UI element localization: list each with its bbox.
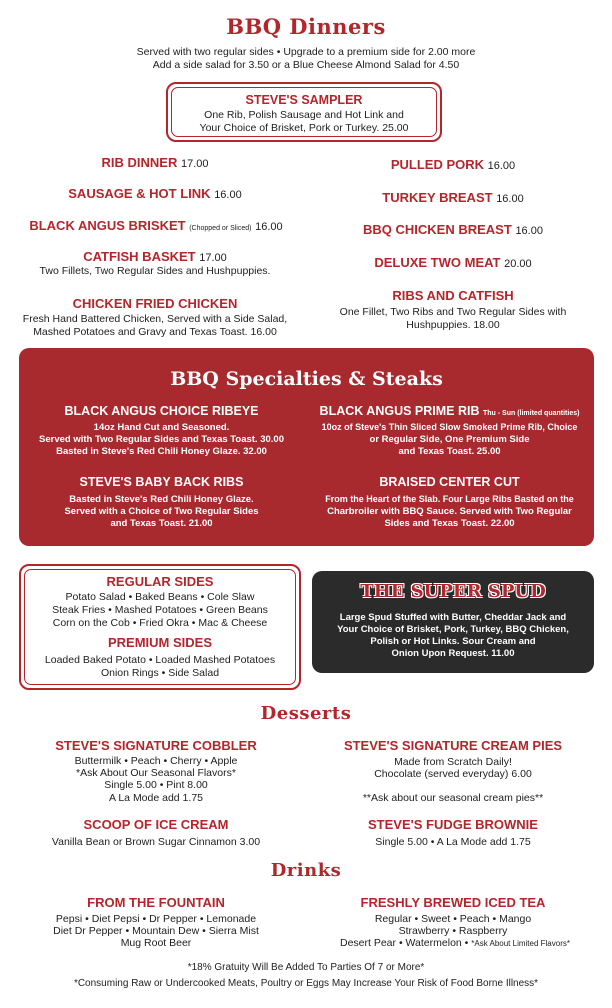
item-name: BLACK ANGUS BRISKET <box>29 218 186 233</box>
catfish-basket-desc: Two Fillets, Two Regular Sides and Hushpuppies. <box>39 265 271 277</box>
item-note: (Chopped or Sliced) <box>189 225 252 232</box>
prime-rib-line-2: or Regular Side, One Premium Side <box>369 434 530 445</box>
item-name: DELUXE TWO MEAT <box>374 255 501 270</box>
prime-rib-name: BLACK ANGUS PRIME RIB <box>319 404 480 418</box>
premium-sides-title: PREMIUM SIDES <box>107 635 212 650</box>
ribeye-line-2: Served with Two Regular Sides and Texas Toast. 30.00 <box>39 434 284 445</box>
fountain-name: FROM THE FOUNTAIN <box>87 895 225 910</box>
ribeye-line-3: Basted in Steve's Red Chili Honey Glaze. 32.00 <box>56 446 267 457</box>
braised-name: BRAISED CENTER CUT <box>379 475 520 489</box>
prime-rib-heading <box>307 404 592 418</box>
menu-item-ribs-and-catfish: RIBS AND CATFISH <box>392 288 514 303</box>
premium-sides-line-1: Loaded Baked Potato • Loaded Mashed Potatoes <box>44 654 276 666</box>
menu-item-rib-dinner <box>20 155 290 170</box>
iced-tea-line-1: Regular • Sweet • Peach • Mango <box>374 913 532 925</box>
item-name: SAUSAGE & HOT LINK <box>68 186 211 201</box>
menu-item-sausage-hot-link <box>20 186 290 201</box>
prime-rib-line-3: and Texas Toast. 25.00 <box>398 446 501 457</box>
sampler-title: STEVE'S SAMPLER <box>245 93 363 107</box>
regular-sides-title: REGULAR SIDES <box>106 574 214 589</box>
item-name: BBQ CHICKEN BREAST <box>363 222 512 237</box>
item-price: 16.00 <box>496 193 524 205</box>
premium-sides-line-2: Onion Rings • Side Salad <box>100 667 220 679</box>
item-price: 17.00 <box>199 252 227 264</box>
item-price: 16.00 <box>487 160 516 172</box>
iced-tea-flavors: Desert Pear • Watermelon • <box>340 937 469 949</box>
item-name: CATFISH BASKET <box>83 249 196 264</box>
baby-back-line-3: and Texas Toast. 21.00 <box>110 518 213 529</box>
cobbler-line-1: Buttermilk • Peach • Cherry • Apple <box>74 755 238 767</box>
cream-pies-line-2: Chocolate (served everyday) 6.00 <box>374 768 532 780</box>
super-spud-box <box>312 571 594 673</box>
menu-item-pulled-pork <box>318 157 588 172</box>
regular-sides-line-1: Potato Salad • Baked Beans • Cole Slaw <box>65 591 255 603</box>
bbq-dinners-intro-2: Add a side salad for 3.50 or a Blue Cheese Almond Salad for 4.50 <box>152 59 460 71</box>
footer-gratuity: *18% Gratuity Will Be Added To Parties Of 7 or More* <box>187 962 425 973</box>
cream-pies-name: STEVE'S SIGNATURE CREAM PIES <box>343 738 563 753</box>
super-spud-line-3: Polish or Hot Links. Sour Cream and <box>370 636 536 647</box>
iced-tea-name: FRESHLY BREWED ICED TEA <box>360 895 546 910</box>
ribs-catfish-desc-2: Hushpuppies. 18.00 <box>406 319 500 331</box>
regular-sides-line-3: Corn on the Cob • Fried Okra • Mac & Cheese <box>52 617 268 629</box>
item-price: 20.00 <box>504 258 532 270</box>
ice-cream-line-1: Vanilla Bean or Brown Sugar Cinnamon 3.00 <box>51 836 261 848</box>
ribeye-line-1: 14oz Hand Cut and Seasoned. <box>93 422 230 433</box>
braised-line-1: From the Heart of the Slab. Four Large Ribs Basted on the <box>325 494 574 504</box>
super-spud-title: THE SUPER SPUD <box>360 581 546 602</box>
regular-sides-line-2: Steak Fries • Mashed Potatoes • Green Beans <box>52 604 268 616</box>
specialties-title: BBQ Specialties & Steaks <box>170 368 443 390</box>
item-name: PULLED PORK <box>390 157 484 172</box>
brownie-line-1: Single 5.00 • A La Mode add 1.75 <box>375 836 531 848</box>
ribeye-name: BLACK ANGUS CHOICE RIBEYE <box>64 404 259 418</box>
cream-pies-line-3: **Ask about our seasonal cream pies** <box>362 792 544 804</box>
fountain-line-2: Diet Dr Pepper • Mountain Dew • Sierra Mist <box>53 925 259 937</box>
ice-cream-name: SCOOP OF ICE CREAM <box>83 817 229 832</box>
drinks-title: Drinks <box>270 860 342 881</box>
cobbler-line-2: *Ask About Our Seasonal Flavors* <box>76 767 236 779</box>
menu-item-deluxe-two-meat <box>318 255 588 270</box>
menu-item-turkey-breast <box>318 190 588 205</box>
footer-consumer-advisory: *Consuming Raw or Undercooked Meats, Poultry or Eggs May Increase Your Risk of Food Borne Illness* <box>73 978 539 989</box>
item-price: 16.00 <box>515 225 543 237</box>
ribs-catfish-desc-1: One Fillet, Two Ribs and Two Regular Sides with <box>339 306 567 318</box>
item-price: 16.00 <box>214 189 242 201</box>
sides-box <box>19 564 301 690</box>
menu-item-chicken-fried-chicken: CHICKEN FRIED CHICKEN <box>72 296 238 311</box>
bbq-dinners-title: BBQ Dinners <box>226 14 386 39</box>
braised-line-3: Sides and Texas Toast. 22.00 <box>384 518 515 529</box>
super-spud-line-1: Large Spud Stuffed with Butter, Cheddar Jack and <box>339 612 567 623</box>
prime-rib-note: Thu - Sun (limited quantities) <box>483 410 580 417</box>
sampler-line-1: One Rib, Polish Sausage and Hot Link and <box>204 109 404 121</box>
chicken-fried-desc-2: Mashed Potatoes and Gravy and Texas Toast. 16.00 <box>33 326 277 338</box>
baby-back-line-2: Served with a Choice of Two Regular Sides <box>64 506 259 517</box>
brownie-name: STEVE'S FUDGE BROWNIE <box>368 817 538 832</box>
braised-line-2: Charbroiler with BBQ Sauce. Served with Two Regular <box>327 506 572 517</box>
chicken-fried-desc-1: Fresh Hand Battered Chicken, Served with a Side Salad, <box>22 313 288 325</box>
baby-back-line-1: Basted in Steve's Red Chili Honey Glaze. <box>69 494 254 505</box>
iced-tea-line-3 <box>310 937 600 951</box>
super-spud-line-2: Your Choice of Brisket, Pork, Turkey, BBQ Chicken, <box>337 624 569 635</box>
fountain-line-3: Mug Root Beer <box>120 937 192 949</box>
item-price: 17.00 <box>180 158 209 170</box>
baby-back-name: STEVE'S BABY BACK RIBS <box>79 475 244 489</box>
bbq-dinners-intro-1: Served with two regular sides • Upgrade to a premium side for 2.00 more <box>136 46 476 58</box>
iced-tea-line-2: Strawberry • Raspberry <box>398 925 508 937</box>
cream-pies-line-1: Made from Scratch Daily! <box>394 756 512 768</box>
menu-item-catfish-basket <box>20 249 290 264</box>
item-name: TURKEY BREAST <box>382 190 493 205</box>
item-name: RIB DINNER <box>101 155 178 170</box>
cobbler-line-3: Single 5.00 • Pint 8.00 <box>104 779 208 791</box>
menu-item-bbq-chicken-breast <box>318 222 588 237</box>
item-price: 16.00 <box>255 221 283 233</box>
super-spud-line-4: Onion Upon Request. 11.00 <box>391 648 515 659</box>
cobbler-line-4: A La Mode add 1.75 <box>109 792 203 804</box>
cobbler-name: STEVE'S SIGNATURE COBBLER <box>55 738 257 753</box>
sampler-line-2: Your Choice of Brisket, Pork or Turkey. 25.00 <box>199 122 409 134</box>
specialties-box <box>19 348 594 546</box>
sampler-box <box>166 82 442 142</box>
menu-item-black-angus-brisket <box>14 218 298 233</box>
desserts-title: Desserts <box>260 703 352 724</box>
fountain-line-1: Pepsi • Diet Pepsi • Dr Pepper • Lemonade <box>55 913 257 925</box>
prime-rib-line-1: 10oz of Steve's Thin Sliced Slow Smoked Prime Rib, Choice <box>321 422 578 432</box>
iced-tea-note: *Ask About Limited Flavors* <box>471 939 570 948</box>
